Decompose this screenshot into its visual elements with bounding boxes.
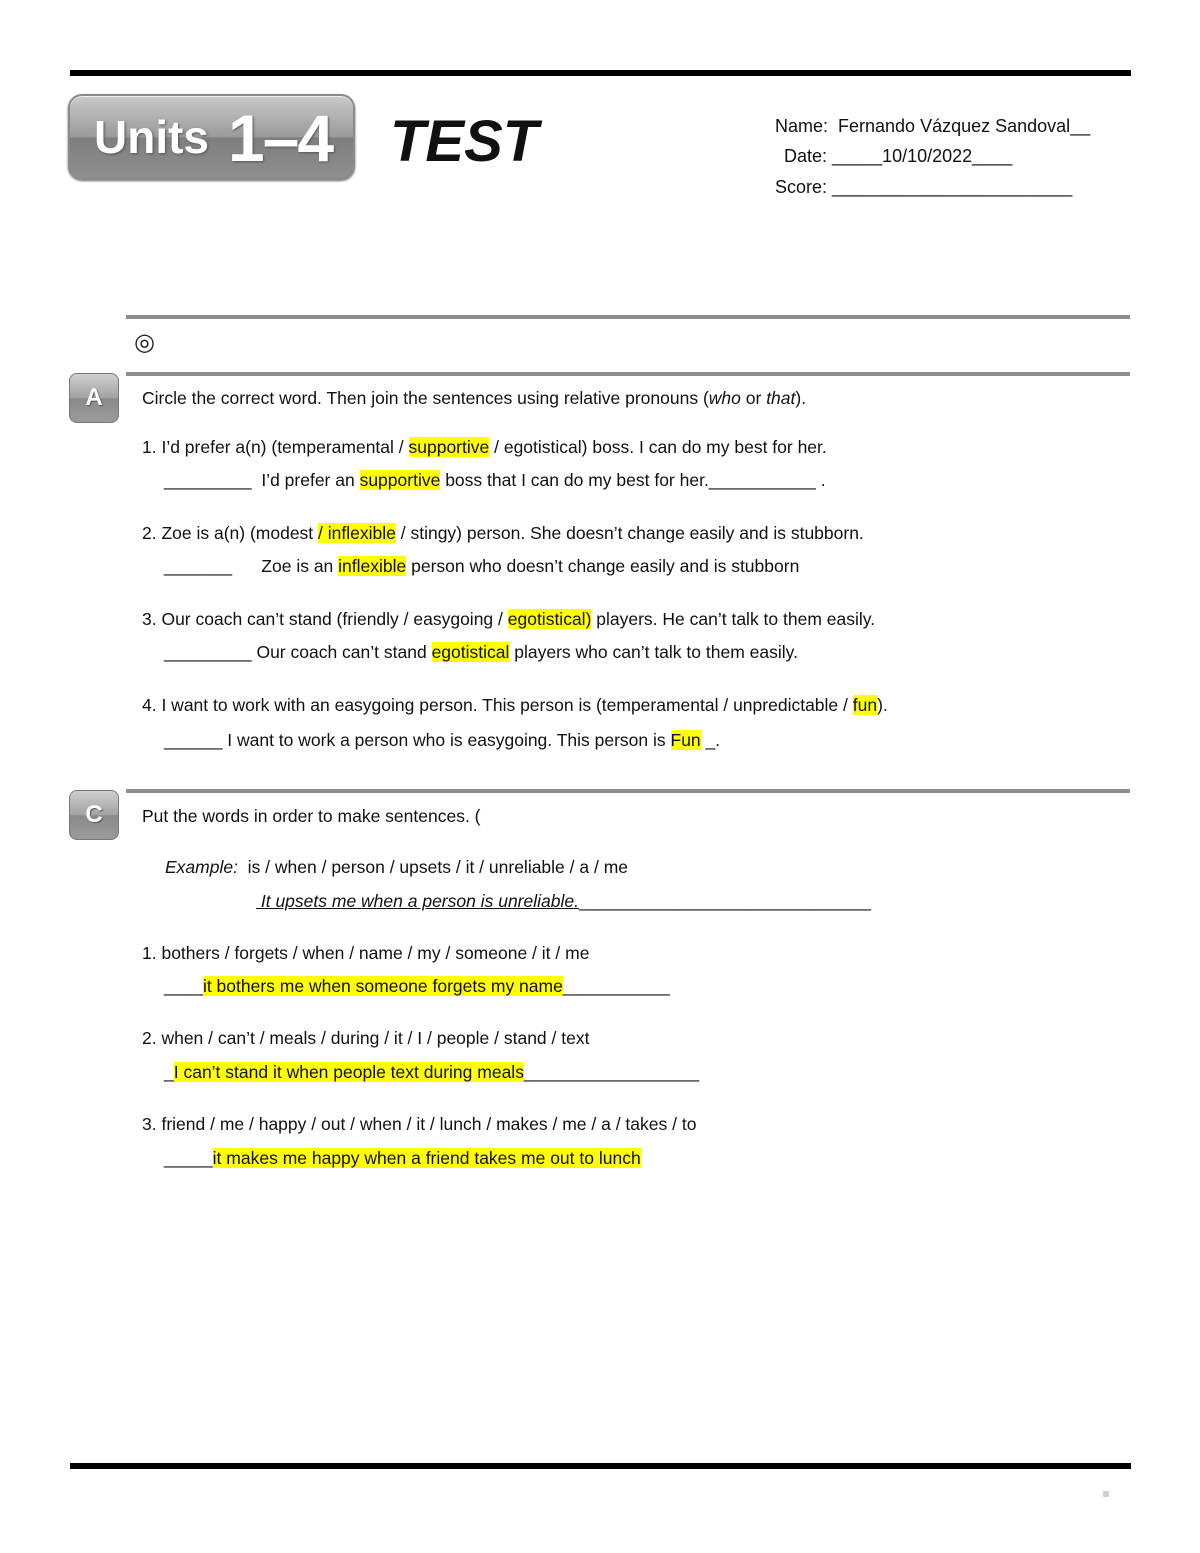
a-answer-4: ______ I want to work a person who is easygoing. This person is Fun _. <box>164 730 721 750</box>
a-question-3: 3. Our coach can’t stand (friendly / easygoing / egotistical) players. He can’t talk to them easily. <box>142 609 876 629</box>
section-rule-top <box>126 315 1130 319</box>
c-question-2: 2. when / can’t / meals / during / it / I / people / stand / text <box>142 1028 590 1048</box>
units-word: Units <box>94 111 209 163</box>
c-answer-3: _____it makes me happy when a friend takes me out to lunch <box>164 1148 641 1168</box>
section-a-rule <box>126 372 1130 376</box>
record-icon: ◎ <box>134 329 155 356</box>
section-a-instruction: Circle the correct word. Then join the sentences using relative pronouns (who or that). <box>142 388 807 408</box>
date-line: Date: _____10/10/2022____ <box>784 146 1013 166</box>
units-badge <box>68 94 355 180</box>
section-c-instruction: Put the words in order to make sentences. ( <box>142 806 481 826</box>
score-line: Score: ________________________ <box>775 177 1073 197</box>
test-title: TEST <box>390 109 539 174</box>
a-question-1: 1. I’d prefer a(n) (temperamental / supportive / egotistical) boss. I can do my best for her. <box>142 437 827 457</box>
name-line: Name: Fernando Vázquez Sandoval__ <box>775 116 1091 136</box>
bottom-rule <box>70 1463 1131 1469</box>
a-answer-3: _________ Our coach can’t stand egotistical players who can’t talk to them easily. <box>164 642 798 662</box>
section-a-badge: A <box>69 373 119 423</box>
section-c-rule <box>126 789 1130 793</box>
c-question-3: 3. friend / me / happy / out / when / it / lunch / makes / me / a / takes / to <box>142 1114 697 1134</box>
a-answer-1: _________ I’d prefer an supportive boss that I can do my best for her.___________ . <box>164 470 826 490</box>
a-question-2: 2. Zoe is a(n) (modest / inflexible / stingy) person. She doesn’t change easily and is stubborn. <box>142 523 864 543</box>
units-range: 1–4 <box>228 101 333 175</box>
a-question-4: 4. I want to work with an easygoing person. This person is (temperamental / unpredictable / fun). <box>142 695 888 715</box>
section-c-badge: C <box>69 790 119 840</box>
a-answer-2: _______ Zoe is an inflexible person who doesn’t change easily and is stubborn <box>164 556 800 576</box>
example-line: Example: is / when / person / upsets / it / unreliable / a / me <box>165 857 629 877</box>
top-rule <box>70 70 1131 76</box>
c-answer-2: _I can’t stand it when people text during meals__________________ <box>164 1062 700 1082</box>
c-question-1: 1. bothers / forgets / when / name / my / someone / it / me <box>142 943 590 963</box>
c-answer-1: ____it bothers me when someone forgets my name___________ <box>164 976 670 996</box>
page-marker <box>1103 1491 1109 1497</box>
example-answer: It upsets me when a person is unreliable.______________________________ <box>256 891 871 911</box>
